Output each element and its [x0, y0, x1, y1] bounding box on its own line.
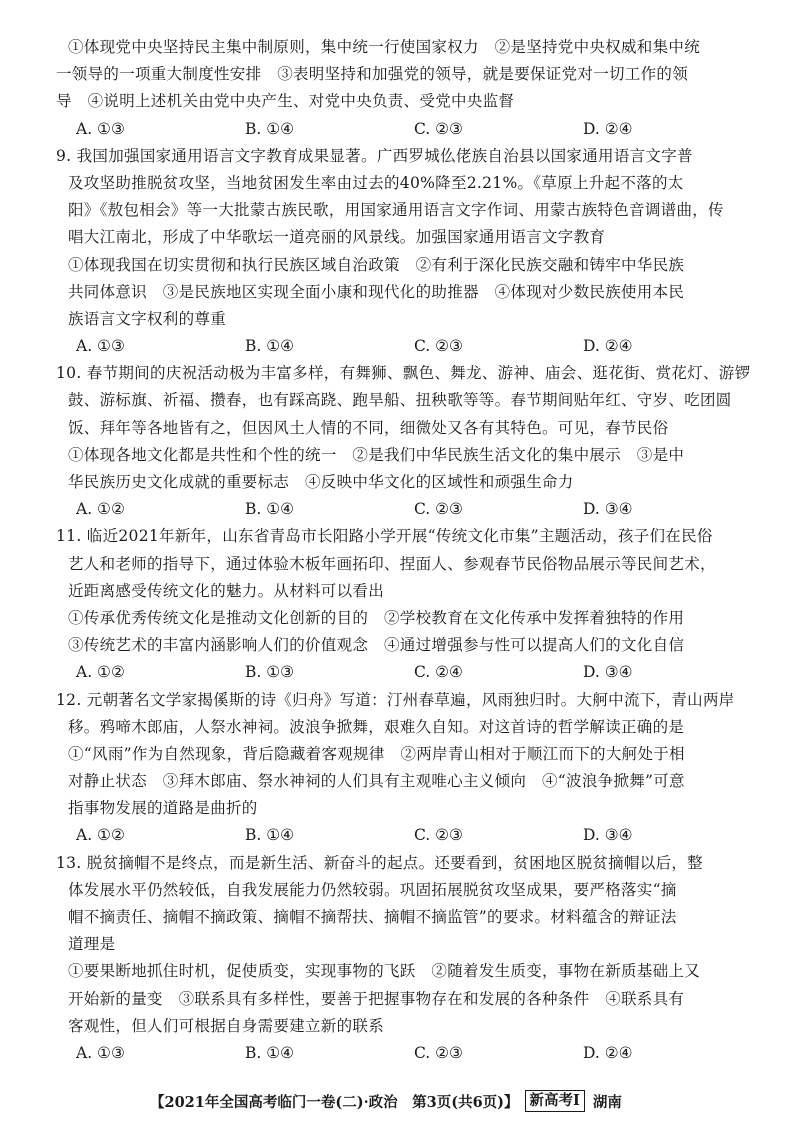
- choice-a: A. ①③: [76, 337, 125, 356]
- question-13: [56, 850, 752, 1068]
- q10-option-line: 华民族历史文化成就的重要标志 ④反映中华文化的区域性和顽强生命力: [68, 473, 574, 491]
- q13-stem-line: 体发展水平仍然较低，自我发展能力仍然较弱。巩固拓展脱贫攻坚成果，要严格落实“摘: [68, 880, 677, 899]
- choice-d: D. ③④: [583, 500, 633, 519]
- q8-option-line: 导 ④说明上述机关由党中央产生、对党中央负责、受党中央监督: [56, 92, 515, 111]
- q9-stem-line: 及攻坚助推脱贫攻坚，当地贫困发生率由过去的40%降至2.21%。《草原上升起不落的太: [68, 173, 684, 192]
- choice-a: A. ①②: [76, 826, 125, 845]
- q13-stem-line: 13. 脱贫摘帽不是终点，而是新生活、新奋斗的起点。还要看到，贫困地区脱贫摘帽以后，整: [56, 853, 703, 872]
- q13-choices: [76, 1040, 752, 1067]
- q11-stem-line: 11. 临近2021年新年，山东省青岛市长阳路小学开展“传统文化市集”主题活动，孩子们在民俗: [56, 527, 713, 546]
- q10-choices: [76, 496, 752, 523]
- q13-stem-line: 道理是: [68, 935, 116, 954]
- q8-choices: [76, 116, 752, 143]
- choice-a: A. ①③: [76, 1043, 125, 1062]
- choice-c: C. ②③: [414, 337, 463, 356]
- q8-option-line: 一领导的一项重大制度性安排 ③表明坚持和加强党的领导，就是要保证党对一切工作的领: [56, 65, 689, 84]
- q11-option-line: ①传承优秀传统文化是推动文化创新的目的 ②学校教育在文化传承中发挥着独特的作用: [68, 608, 685, 627]
- exam-type-box: 新高考Ⅰ: [525, 1090, 585, 1112]
- q12-stem-line: 12. 元朝著名文学家揭傒斯的诗《归舟》写道：汀州春草遍，风雨独归时。大舸中流下，青山两岸: [56, 690, 735, 709]
- q11-stem-line: 艺人和老师的指导下，通过体验木板年画拓印、捏面人、参观春节民俗物品展示等民间艺术，: [68, 554, 716, 573]
- choice-a: A. ①③: [76, 119, 125, 138]
- choice-d: D. ②④: [583, 119, 633, 138]
- choice-d: D. ③④: [583, 663, 633, 682]
- question-9: [56, 143, 752, 361]
- q12-option-line: 指事物发展的道路是曲折的: [68, 799, 258, 818]
- q12-option-line: ①“风雨”作为自然现象，背后隐藏着客观规律 ②两岸青山相对于顺江而下的大舸处于相: [68, 744, 685, 763]
- choice-d: D. ②④: [583, 1043, 633, 1062]
- choice-b: B. ①④: [245, 1043, 295, 1062]
- choice-b: B. ①④: [245, 500, 295, 519]
- q8-option-line: ①体现党中央坚持民主集中制原则，集中统一行使国家权力 ②是坚持党中央权威和集中统: [68, 38, 701, 56]
- q12-option-line: 对静止状态 ③拜木郎庙、祭水神祠的人们具有主观唯心主义倾向 ④“波浪争掀舞”可意: [68, 772, 685, 791]
- question-8: [56, 34, 752, 143]
- q10-stem-line: 10. 春节期间的庆祝活动极为丰富多样，有舞狮、飘色、舞龙、游神、庙会、逛花街、赏花灯、游锣: [56, 364, 751, 383]
- q11-stem-line: 近距离感受传统文化的魅力。从材料可以看出: [68, 581, 385, 600]
- footer-region: 湖南: [592, 1093, 622, 1111]
- q13-option-line: 客观性，但人们可根据自身需要建立新的联系: [68, 1016, 385, 1035]
- choice-c: C. ②③: [414, 119, 463, 138]
- exam-content: [56, 0, 752, 1067]
- choice-b: B. ①④: [245, 826, 295, 845]
- choice-c: C. ②③: [414, 500, 463, 519]
- q9-option-line: ①体现我国在切实贯彻和执行民族区域自治政策 ②有利于深化民族交融和铸牢中华民族: [68, 255, 685, 274]
- choice-b: B. ①④: [245, 337, 295, 356]
- choice-b: B. ①③: [245, 663, 295, 682]
- q13-option-line: ①要果断地抓住时机，促使质变，实现事物的飞跃 ②随着发生质变，事物在新质基础上又: [68, 962, 701, 981]
- q13-option-line: 开始新的量变 ③联系具有多样性，要善于把握事物存在和发展的各种条件 ④联系具有: [68, 989, 685, 1008]
- q11-choices: [76, 659, 752, 686]
- question-10: [56, 360, 752, 523]
- choice-c: C. ②④: [414, 663, 463, 682]
- q12-choices: [76, 822, 752, 849]
- q11-option-line: ③传统艺术的丰富内涵影响人们的价值观念 ④通过增强参与性可以提高人们的文化自信: [68, 636, 685, 655]
- page-footer: [150, 1088, 750, 1114]
- q13-stem-line: 帽不摘责任、摘帽不摘政策、摘帽不摘帮扶、摘帽不摘监管”的要求。材料蕴含的辩证法: [68, 908, 677, 926]
- q10-option-line: ①体现各地文化都是共性和个性的统一 ②是我们中华民族生活文化的集中展示 ③是中: [68, 445, 685, 464]
- choice-c: C. ②③: [414, 1043, 463, 1062]
- q12-stem-line: 移。鸦啼木郎庙，人祭水神祠。波浪争掀舞，艰难久自知。对这首诗的哲学解读正确的是: [68, 717, 685, 736]
- choice-b: B. ①④: [245, 119, 295, 138]
- choice-d: D. ③④: [583, 826, 633, 845]
- choice-c: C. ②③: [414, 826, 463, 845]
- choice-d: D. ②④: [583, 337, 633, 356]
- footer-title: 【2021年全国高考临门一卷(二)·政治 第3页(共6页)】: [150, 1093, 519, 1111]
- q10-stem-line: 鼓、游标旗、祈福、攒春，也有踩高跷、跑旱船、扭秧歌等等。春节期间贴年红、守岁、吃团圆: [68, 391, 732, 410]
- q9-stem-line: 阳》《敖包相会》等一大批蒙古族民歌，用国家通用语言文字作词、用蒙古族特色音调谱曲，传: [68, 201, 724, 220]
- q10-stem-line: 饭、拜年等各地皆有之，但因风土人情的不同，细微处又各有其特色。可见，春节民俗: [68, 418, 669, 437]
- q9-option-line: 族语言文字权利的尊重: [68, 309, 227, 328]
- choice-a: A. ①②: [76, 500, 125, 519]
- q9-stem-line: 9. 我国加强国家通用语言文字教育成果显著。广西罗城仫佬族自治县以国家通用语言文字普: [56, 146, 693, 165]
- q9-option-line: 共同体意识 ③是民族地区实现全面小康和现代化的助推器 ④体现对少数民族使用本民: [68, 282, 685, 301]
- question-11: [56, 523, 752, 686]
- question-12: [56, 687, 752, 850]
- q9-choices: [76, 333, 752, 360]
- choice-a: A. ①②: [76, 663, 125, 682]
- q9-stem-line: 唱大江南北，形成了中华歌坛一道亮丽的风景线。加强国家通用语言文字教育: [68, 228, 606, 247]
